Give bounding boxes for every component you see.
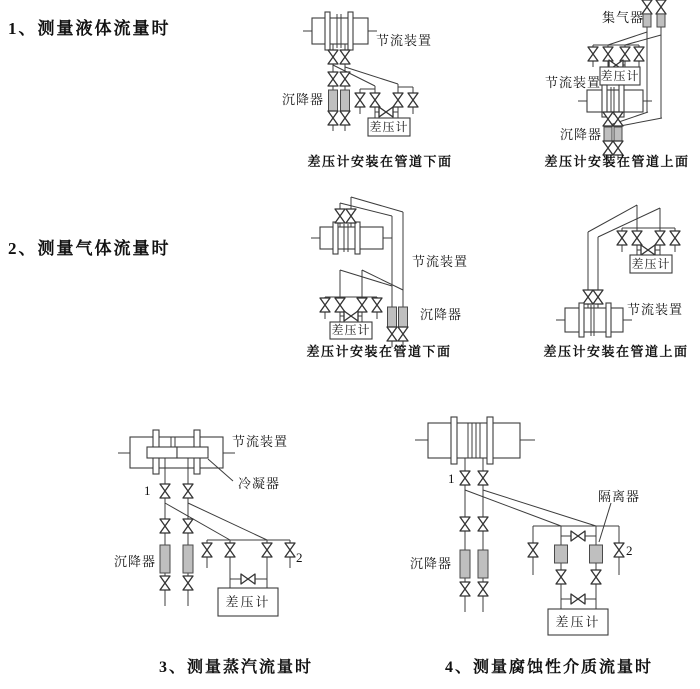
valve-icon	[613, 112, 623, 126]
settler-vessel	[183, 545, 193, 573]
settler-label: 沉降器	[114, 554, 157, 569]
diagram-liquid-dp-below	[303, 12, 418, 136]
diagram-gas-dp-above	[556, 205, 680, 337]
condenser-vessel	[177, 447, 208, 458]
tap-number-1: 1	[144, 483, 152, 498]
pipe-body	[320, 227, 383, 249]
valve-icon	[603, 112, 613, 126]
settler-vessel	[460, 550, 470, 578]
valve-icon	[355, 93, 365, 107]
flange	[355, 222, 360, 254]
valve-icon	[160, 576, 170, 590]
valve-icon	[478, 517, 488, 531]
settler-label: 沉降器	[410, 556, 453, 571]
valve-icon	[614, 543, 624, 557]
flange	[606, 303, 611, 337]
throttle-device-label: 节流装置	[232, 434, 289, 449]
dp-gauge-label: 差压计	[600, 69, 640, 83]
pipe-body	[312, 18, 368, 44]
valve-icon	[335, 298, 345, 312]
valve-icon	[346, 209, 356, 223]
valve-icon	[262, 543, 272, 557]
valve-icon	[340, 72, 350, 86]
caption-dp-above-pipe: 差压计安装在管道上面	[543, 344, 689, 359]
settler-vessel	[329, 90, 338, 111]
caption-dp-below-pipe: 差压计安装在管道下面	[306, 344, 452, 359]
valve-icon	[408, 93, 418, 107]
valve-icon	[632, 231, 642, 245]
flange	[325, 12, 330, 50]
caption-dp-above-pipe: 差压计安装在管道上面	[544, 154, 690, 169]
caption-corrosive-flow: 4、测量腐蚀性介质流量时	[444, 659, 654, 676]
valve-icon	[202, 543, 212, 557]
valve-icon	[285, 543, 295, 557]
pipe-body	[587, 90, 643, 112]
valve-icon	[655, 231, 665, 245]
equalizing-valve-icon	[241, 574, 255, 584]
dp-gauge-label: 差压计	[331, 323, 371, 337]
isolator-leader-line	[599, 503, 611, 542]
valve-icon	[617, 231, 627, 245]
dp-gauge-label: 差压计	[555, 614, 601, 630]
pipe-body	[428, 423, 520, 458]
equalizing-valve-icon	[571, 594, 585, 604]
settler-label: 沉降器	[420, 307, 463, 322]
settler-label: 沉降器	[282, 92, 325, 107]
valve-icon	[183, 576, 193, 590]
tap-number-2: 2	[626, 543, 634, 558]
valve-icon	[593, 290, 603, 304]
flange	[579, 303, 584, 337]
flange	[333, 222, 338, 254]
valve-icon	[670, 231, 680, 245]
equalizing-valve-icon	[641, 245, 655, 255]
dp-gauge-label: 差压计	[225, 594, 271, 610]
valve-icon	[603, 141, 613, 155]
valve-icon	[340, 50, 350, 64]
isolator-vessel	[590, 545, 603, 563]
valve-icon	[634, 47, 644, 61]
valve-icon	[583, 290, 593, 304]
valve-icon	[183, 519, 193, 533]
valve-icon	[556, 570, 566, 584]
valve-icon	[225, 543, 235, 557]
section-heading-liquid: 1、测量液体流量时	[8, 19, 171, 38]
pipe-orifice-assembly	[118, 430, 235, 481]
dp-gauge-label: 差压计	[631, 257, 671, 271]
valve-icon	[183, 484, 193, 498]
gas-collector-vessel	[643, 14, 651, 27]
valve-icon	[591, 570, 601, 584]
settler-vessel	[604, 127, 612, 142]
valve-icon	[328, 50, 338, 64]
throttle-device-label: 节流装置	[545, 75, 602, 90]
valve-icon	[340, 111, 350, 125]
valve-icon	[320, 298, 330, 312]
settler-vessel	[399, 307, 408, 327]
flange	[348, 12, 353, 50]
isolator-label: 隔离器	[598, 489, 641, 504]
pipe-orifice-assembly	[303, 12, 377, 50]
throttle-device-label: 节流装置	[627, 302, 684, 317]
valve-icon	[656, 0, 666, 14]
valve-icon	[620, 47, 630, 61]
settler-vessel	[341, 90, 350, 111]
gas-collector-vessel	[657, 14, 665, 27]
settler-vessel	[478, 550, 488, 578]
valve-icon	[387, 327, 397, 341]
valve-icon	[160, 519, 170, 533]
gas-collector-label: 集气器	[602, 10, 645, 25]
equalizing-valve-icon	[379, 107, 393, 117]
valve-icon	[370, 93, 380, 107]
condenser-vessel	[147, 447, 177, 458]
valve-icon	[460, 582, 470, 596]
valve-icon	[160, 484, 170, 498]
settler-vessel	[160, 545, 170, 573]
flange	[451, 417, 457, 464]
diagram-steam	[118, 430, 295, 616]
tap-number-2: 2	[296, 550, 304, 565]
caption-steam-flow: 3、测量蒸汽流量时	[158, 659, 314, 676]
settler-vessel	[388, 307, 397, 327]
settler-label: 沉降器	[560, 127, 603, 142]
settler-vessel	[614, 127, 622, 142]
tap-number-1: 1	[448, 471, 456, 486]
valve-icon	[393, 93, 403, 107]
impulse-lines	[465, 458, 619, 612]
valve-icon	[357, 298, 367, 312]
pipe-orifice-assembly	[415, 417, 535, 464]
valve-icon	[398, 327, 408, 341]
valve-icon	[372, 298, 382, 312]
diagram-corrosive	[415, 417, 624, 635]
throttle-device-label: 节流装置	[412, 254, 469, 269]
equalizing-valve-icon	[571, 531, 585, 541]
valve-icon	[460, 517, 470, 531]
caption-dp-below-pipe: 差压计安装在管道下面	[307, 154, 453, 169]
valve-icon	[528, 543, 538, 557]
valve-icon	[478, 582, 488, 596]
section-heading-gas: 2、测量气体流量时	[8, 239, 171, 258]
pipe-orifice-assembly	[556, 303, 632, 337]
equalizing-valve-icon	[344, 311, 358, 321]
valve-icon	[588, 47, 598, 61]
flange	[487, 417, 493, 464]
valve-icon	[328, 72, 338, 86]
valve-icon	[478, 471, 488, 485]
valve-icon	[613, 141, 623, 155]
isolator-vessel	[555, 545, 568, 563]
throttle-device-label: 节流装置	[376, 33, 433, 48]
condenser-label: 冷凝器	[238, 476, 281, 491]
valve-icon	[460, 471, 470, 485]
valve-icon	[335, 209, 345, 223]
dp-gauge-label: 差压计	[369, 120, 409, 134]
valve-icon	[603, 47, 613, 61]
valve-icon	[328, 111, 338, 125]
